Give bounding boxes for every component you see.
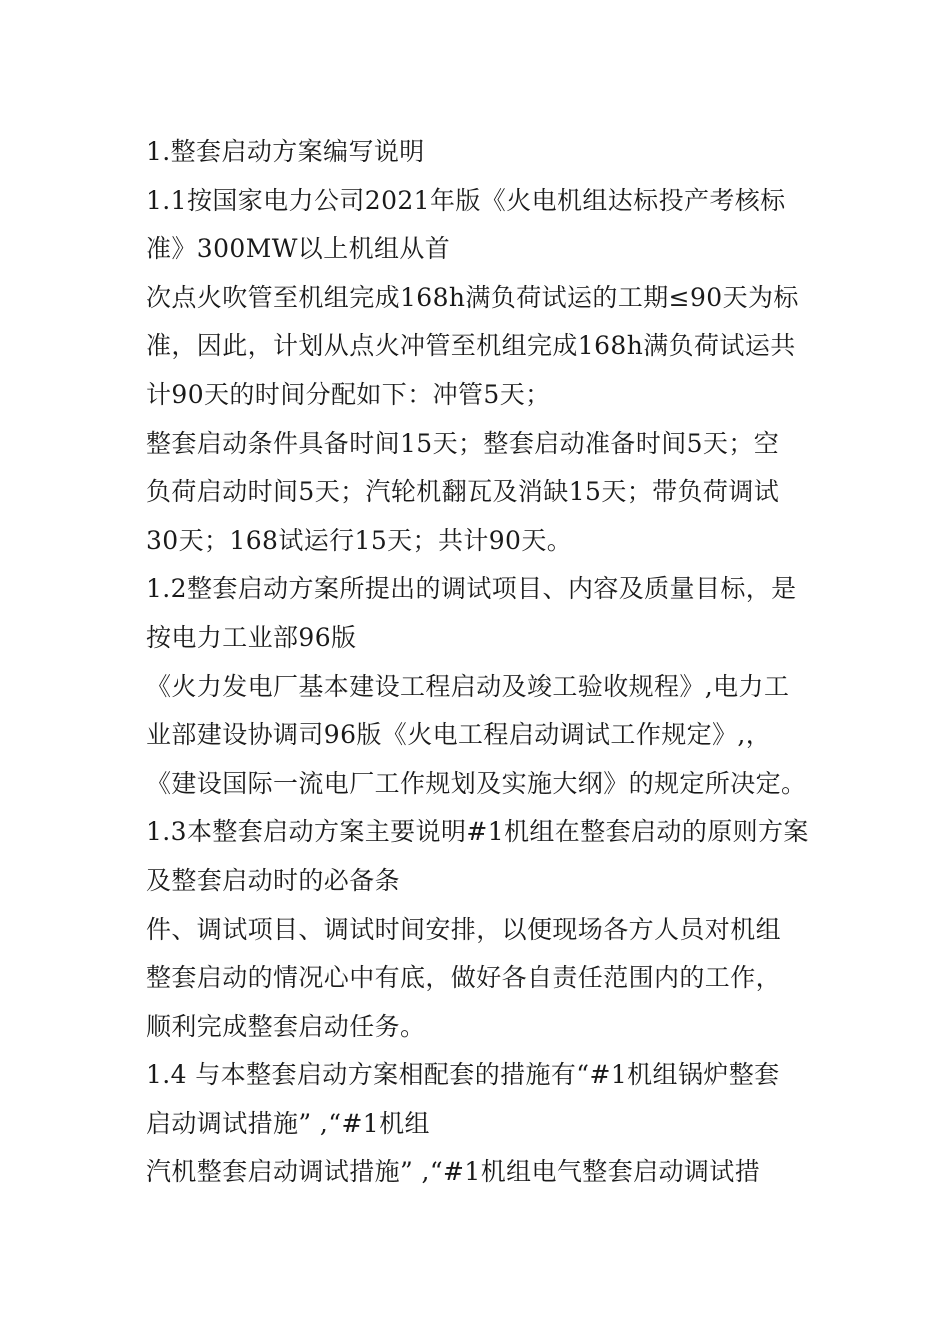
paragraph-line: 次点火吹管至机组完成168h满负荷试运的工期≤90天为标 (146, 282, 799, 312)
paragraph-line: 按电力工业部96版 (146, 622, 357, 652)
paragraph-line: 整套启动条件具备时间15天；整套启动准备时间5天；空 (146, 428, 780, 458)
paragraph-line: 件、调试项目、调试时间安排，以便现场各方人员对机组 (146, 914, 782, 944)
section-heading: 1.整套启动方案编写说明 (146, 137, 425, 166)
paragraph-line: 1.2整套启动方案所提出的调试项目、内容及质量目标，是 (146, 574, 797, 604)
paragraph-line: 《火力发电厂基本建设工程启动及竣工验收规程》,电力工 (146, 671, 790, 701)
paragraph-line: 及整套启动时的必备条 (146, 865, 401, 895)
paragraph-line: 计90天的时间分配如下：冲管5天； (146, 379, 551, 409)
document-body (146, 128, 810, 1197)
paragraph-line: 1.4 与本整套启动方案相配套的措施有“#1机组锅炉整套 (146, 1060, 780, 1090)
paragraph-line: 整套启动的情况心中有底，做好各自责任范围内的工作， (146, 963, 782, 993)
paragraph-line: 顺利完成整套启动任务。 (146, 1011, 426, 1041)
paragraph-line: 《建设国际一流电厂工作规划及实施大纲》的规定所决定。 (146, 768, 807, 798)
paragraph-line: 负荷启动时间5天；汽轮机翻瓦及消缺15天；带负荷调试 (146, 477, 780, 507)
paragraph-line: 业部建设协调司96版《火电工程启动调试工作规定》,， (146, 720, 772, 750)
paragraph-line: 启动调试措施” ,“#1机组 (146, 1108, 430, 1138)
paragraph-line: 汽机整套启动调试措施” ,“#1机组电气整套启动调试措 (146, 1157, 761, 1187)
paragraph-line: 准》300MW以上机组从首 (146, 234, 451, 264)
paragraph-line: 准，因此，计划从点火冲管至机组完成168h满负荷试运共 (146, 331, 796, 361)
paragraph-line: 30天；168试运行15天；共计90天。 (146, 525, 573, 555)
paragraph-line: 1.3本整套启动方案主要说明#1机组在整套启动的原则方案 (146, 817, 809, 847)
paragraph-line: 1.1按国家电力公司2021年版《火电机组达标投产考核标 (146, 185, 786, 215)
